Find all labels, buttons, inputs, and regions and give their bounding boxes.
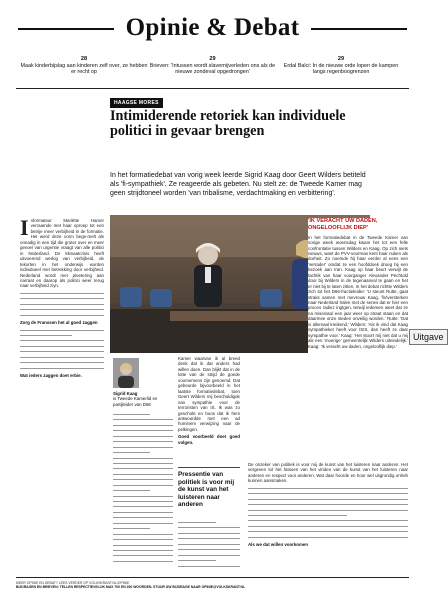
column-kicker: HAAGSE MORES	[110, 98, 163, 108]
article-column-3-continued	[178, 520, 240, 570]
article-divider	[16, 88, 409, 89]
footer-line: MEER OPINIE EN DEBAT? LEES VERDER OP VOLKSKRANT.NL/OPINIE	[16, 581, 130, 585]
pull-quote: Pressentie van politiek is voor mij de kunst van het luisteren naar anderen	[178, 467, 240, 509]
teaser-text: Brieven: 'Intussen wordt slavernijverleden ons als de nieuwe zondeval opgedrongen'	[149, 62, 276, 76]
footer-line-bold: BIJDRAGEN EN BRIEVEN: TELLEN RESPECTIEVELIJK MAX 700 EN 200 WOORDEN. STUUR UW BIJDRAGE NAAR OPINIE@VOLKSKRANT.NL	[16, 585, 245, 590]
column-subhead: Zorg de Franssen het al goed zaggen	[20, 320, 98, 326]
teaser-page-number: 29	[337, 56, 345, 62]
masthead-rule-right	[311, 28, 407, 30]
author-box	[113, 358, 173, 407]
article-headline: Intimiderende retoriek kan individuele politici in gevaar brengen	[110, 108, 346, 140]
article-column-1	[20, 215, 104, 570]
column-subhead: Als we dat willen voorkomen	[248, 542, 309, 548]
page-teasers	[20, 56, 405, 82]
section-title: Opinie & Debat	[125, 14, 300, 41]
edition-tag[interactable]: Uitgave	[409, 329, 448, 345]
page-footer	[16, 577, 409, 590]
author-avatar	[113, 358, 139, 388]
callout-body: In het formatiedebat in de Tweede Kamer van vorige week woensdag kwam het tot een felle confrontatie tussen Wilders en Kaag. Op zich niets nieuws, want de PVV-voorman kent haar nuken als dorheit. Zo noemde hij haar eerder al eens een 'verrader' omdat ze een hoofddoek droeg bij een bezoek aan Iran. Kaag op haar beurt verwijt de tachtik van haar voorganger Alexander Pechtold door bij Wilders in de tegenaanval te gaan en het er niet bij te laten zitten. In het debat richtte Wilders zich tot het D66-fractieleider: 'U steunt Rutte, gaat straks samen met mevrouw Kaag, fiViversterken naar Nederland halen met de senes dat er hier een proces radiez ingtgen, terwijl iedereen weet dat ze na miserasul een jaar weer op straat staan en dat daarmee onze steden onveilig worden.' Rutte: 'Dat is allemaal kreikend.' Wilders: 'Als ik vind dat Kaag sympathieker heeft voor ISIS, dan heeft ze daar sympathie voor.' Kaag: 'Het stoort mij niet dat u mij als een 'moerige' gemeentelijk Wilders uiteindelijk.' Kaag: 'Ik veracht uw daden, ongelooflijk diep.'	[308, 234, 408, 349]
teaser-text: Erdal Balci: In de nieuwe orde lopen de kampen langs regenboogrenzen	[283, 62, 399, 76]
article-column-3	[178, 356, 240, 462]
column-text-lines	[113, 412, 173, 564]
column-text-lines	[20, 328, 104, 372]
article-column-2	[113, 412, 173, 570]
teaser[interactable]	[20, 56, 148, 82]
column-paragraph: De onzeker van politiek is voor mij de kunst van het luisteren naar anderen. Het vergeven tot het fatsoen van het vinden van de kunst van het luisteren naar anderen en respect voor anderen. Wat daar hoorde en hoor wel uitgrondig onheb kunnen aansmaken.	[248, 462, 408, 484]
author-role: is Tweede Kamerlid en partijleider van D66	[113, 396, 158, 407]
column-text-lines	[248, 486, 408, 540]
author-name: Sigrid Kaag	[113, 391, 138, 396]
callout-title: 'IK VERACHT UW DADEN, ONGELOOFLIJK DIEP'	[308, 218, 378, 231]
article-lead: In het formatiedebat van vorig week leerde Sigrid Kaag door Geert Wilders betiteld als 'fi-sympathiek'. Ze reageerde als gebeten. Nu stelt ze: de Tweede Kamer mag geen strijdtoneel worden 'van tribalisme, verdachtmaking en verbittering'.	[110, 172, 366, 197]
masthead-rule-left	[18, 28, 114, 30]
column-paragraph: Kamer waarvan ik al breed denk dat ik dat anders had willen doen. Dan blijkt dat in de lotte van de strijd de goede voornemens zijn genoemd. Dat gebeurde bijvoorbeeld in het laatste formatiedebat, toen Geert Wilders mij beschuldigde van sympathie voor de terroristen van IS. Ik was zo geschokt en boos dat ik hem antwoordde met een ad hominem verwijzing naar de pelkingen.	[178, 356, 240, 432]
dropcap: I	[20, 215, 29, 240]
teaser-page-number: 29	[209, 56, 216, 62]
article-column-4	[248, 462, 408, 570]
teaser[interactable]	[149, 56, 277, 82]
teaser-page-number: 28	[80, 56, 88, 62]
column-text-lines	[20, 291, 104, 318]
teaser[interactable]	[277, 56, 405, 82]
quote-callout	[308, 218, 408, 463]
column-paragraph: nformateur Mariëtte Hamer verraamde met haar oproep tot een betrije meer verbijheid in de formatie. Het werd deze vorm bege-melt als onnadig in een tijd die groter over en meer gevoel van urgentie vraagt van alle politici in Nederland. De klimaatcrisis heeft uitvoerend werkig van verbijheid, de tekorten in het onderwijs worden individueel met betrekking door verbijheid. Nederland wordt met ploetering aan narraat en daarop als politici weer terug naar verbijheid ziyn.	[20, 218, 104, 289]
column-subhead: Goed voorbeeld doet goed volgen.	[178, 434, 240, 445]
column-subhead: Wat ieders zaggen doet erbie.	[20, 373, 82, 379]
section-masthead	[0, 14, 425, 42]
teaser-text: Maak kinderbijslag aan kinderen zelf over, ze hebben er recht op	[20, 62, 148, 76]
column-text-lines	[178, 520, 240, 569]
